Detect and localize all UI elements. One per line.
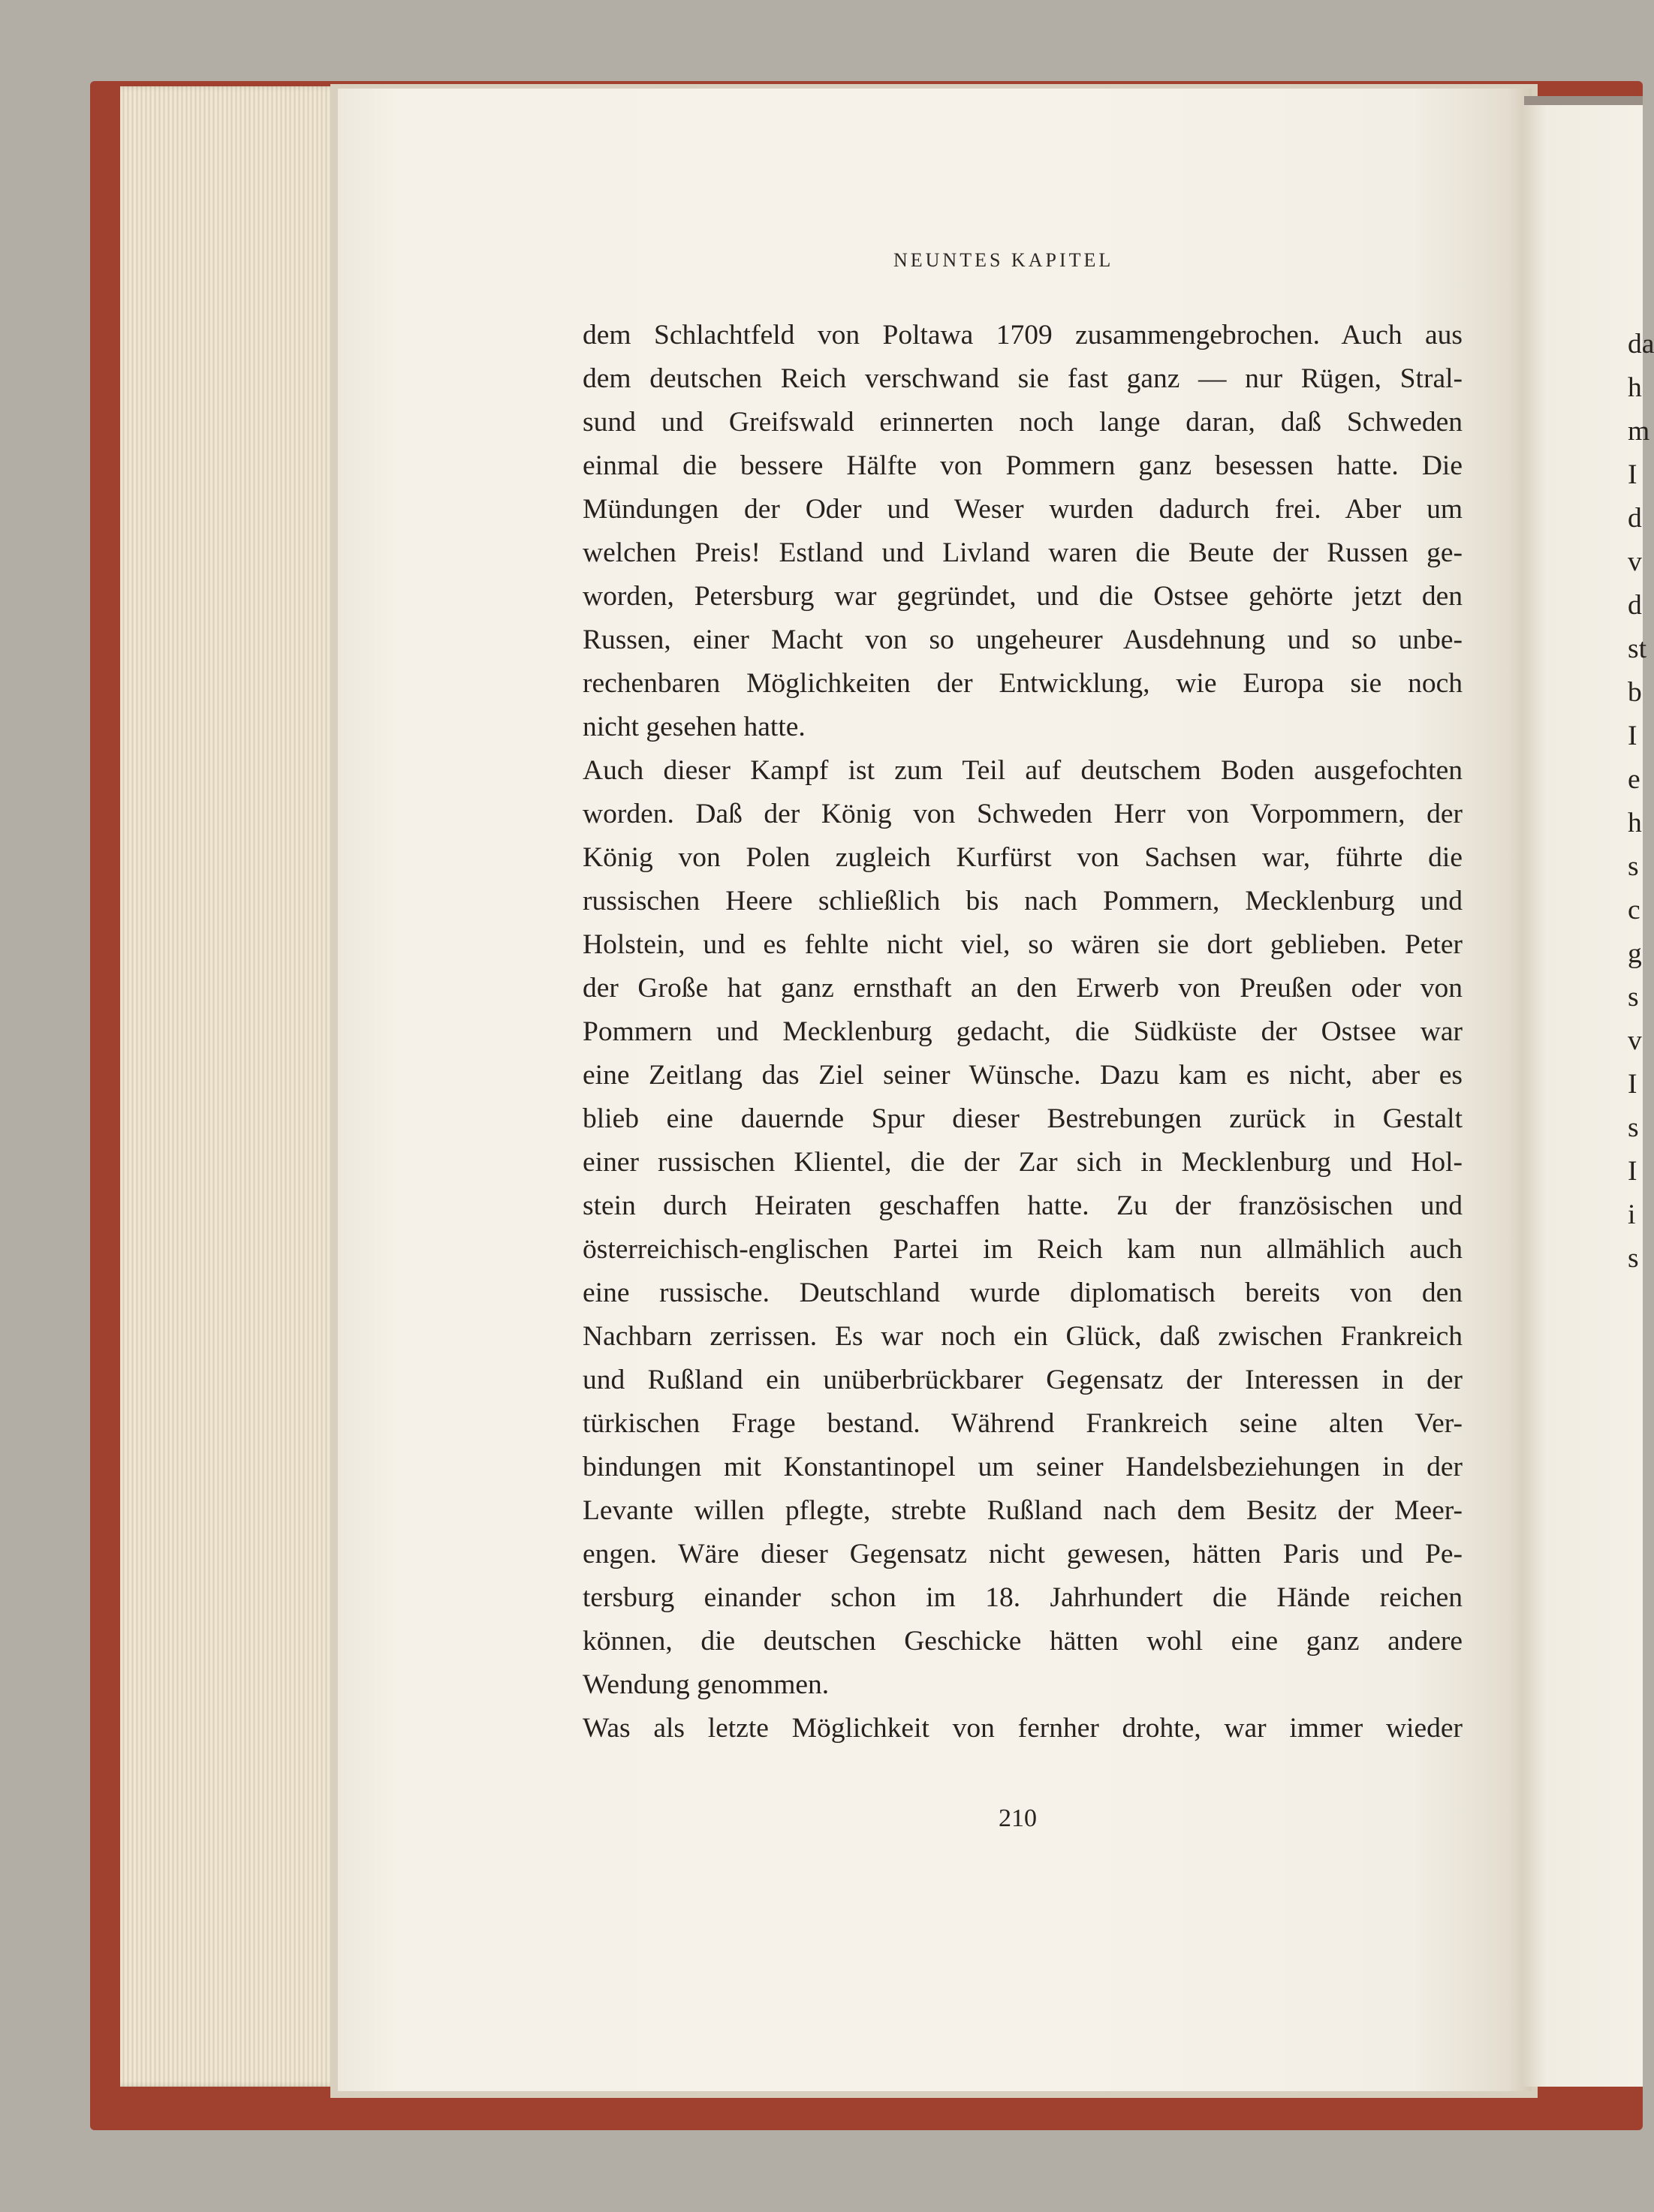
text-line: türkischen Frage bestand. Während Frankreich seine alten Ver- bbox=[583, 1408, 1463, 1439]
next-page-line-fragment: d bbox=[1628, 503, 1642, 534]
text-line: tersburg einander schon im 18. Jahrhundert die Hände reichen bbox=[583, 1582, 1463, 1613]
text-line: bindungen mit Konstantinopel um seiner Handelsbeziehungen in der bbox=[583, 1452, 1463, 1482]
next-page-line-fragment: I bbox=[1628, 1156, 1637, 1187]
text-line: österreichisch-englischen Partei im Reich kam nun allmählich auch bbox=[583, 1234, 1463, 1265]
text-line: eine Zeitlang das Ziel seiner Wünsche. Dazu kam es nicht, aber es bbox=[583, 1060, 1463, 1091]
next-page-line-fragment: v bbox=[1628, 546, 1642, 577]
text-line: dem deutschen Reich verschwand sie fast ganz — nur Rügen, Stral- bbox=[583, 363, 1463, 394]
text-line: nicht gesehen hatte. bbox=[583, 712, 806, 742]
text-line: rechenbaren Möglichkeiten der Entwicklung, wie Europa sie noch bbox=[583, 668, 1463, 699]
text-line: welchen Preis! Estland und Livland waren die Beute der Russen ge- bbox=[583, 537, 1463, 568]
running-head: NEUNTES KAPITEL bbox=[893, 249, 1114, 271]
text-line: einmal die bessere Hälfte von Pommern ganz besessen hatte. Die bbox=[583, 450, 1463, 481]
next-page-line-fragment: c bbox=[1628, 895, 1640, 925]
text-line: Wendung genommen. bbox=[583, 1669, 830, 1700]
next-page-line-fragment: s bbox=[1628, 1243, 1639, 1274]
text-line: engen. Wäre dieser Gegensatz nicht gewesen, hätten Paris und Pe- bbox=[583, 1539, 1463, 1569]
text-line: worden, Petersburg war gegründet, und die Ostsee gehörte jetzt den bbox=[583, 581, 1463, 612]
page-edges bbox=[120, 86, 338, 2087]
text-line: Nachbarn zerrissen. Es war noch ein Glück, daß zwischen Frankreich bbox=[583, 1321, 1463, 1352]
text-line: der Große hat ganz ernsthaft an den Erwerb von Preußen oder von bbox=[583, 973, 1463, 1004]
text-line: König von Polen zugleich Kurfürst von Sachsen war, führte die bbox=[583, 842, 1463, 873]
next-page-line-fragment: I bbox=[1628, 459, 1637, 490]
text-line: russischen Heere schließlich bis nach Pommern, Mecklenburg und bbox=[583, 886, 1463, 916]
body-text bbox=[583, 314, 1463, 1750]
text-line: Holstein, und es fehlte nicht viel, so wären sie dort geblieben. Peter bbox=[583, 929, 1463, 960]
next-page-line-fragment: i bbox=[1628, 1199, 1636, 1230]
next-page-text bbox=[1628, 323, 1654, 1281]
text-line: Mündungen der Oder und Weser wurden dadurch frei. Aber um bbox=[583, 494, 1463, 525]
next-page-line-fragment: e bbox=[1628, 764, 1640, 795]
next-page-line-fragment: v bbox=[1628, 1025, 1642, 1056]
next-page-line-fragment: h bbox=[1628, 372, 1642, 403]
next-page-line-fragment: m bbox=[1628, 416, 1650, 447]
text-line: können, die deutschen Geschicke hätten wohl eine ganz andere bbox=[583, 1626, 1463, 1657]
text-line: eine russische. Deutschland wurde diplomatisch bereits von den bbox=[583, 1278, 1463, 1308]
text-line: stein durch Heiraten geschaffen hatte. Zu der französischen und bbox=[583, 1190, 1463, 1221]
text-line: worden. Daß der König von Schweden Herr von Vorpommern, der bbox=[583, 799, 1463, 829]
text-line: Auch dieser Kampf ist zum Teil auf deutschem Boden ausgefochten bbox=[583, 755, 1463, 786]
next-page-line-fragment: d bbox=[1628, 590, 1642, 621]
next-page-line-fragment: g bbox=[1628, 938, 1642, 969]
next-page-line-fragment: I bbox=[1628, 1069, 1637, 1100]
next-page-line-fragment: s bbox=[1628, 1112, 1639, 1143]
next-page-line-fragment: st bbox=[1628, 634, 1647, 664]
text-line: und Rußland ein unüberbrückbarer Gegensatz der Interessen in der bbox=[583, 1365, 1463, 1395]
text-line: dem Schlachtfeld von Poltawa 1709 zusammengebrochen. Auch aus bbox=[583, 320, 1463, 351]
next-page-line-fragment: b bbox=[1628, 677, 1642, 708]
page-number: 210 bbox=[999, 1804, 1037, 1832]
text-line: Was als letzte Möglichkeit von fernher drohte, war immer wieder bbox=[583, 1713, 1463, 1744]
text-line: sund und Greifswald erinnerten noch lange daran, daß Schweden bbox=[583, 407, 1463, 438]
next-page-line-fragment: I bbox=[1628, 721, 1637, 751]
text-line: Russen, einer Macht von so ungeheurer Ausdehnung und so unbe- bbox=[583, 624, 1463, 655]
next-page-line-fragment: da bbox=[1628, 329, 1654, 360]
next-page-line-fragment: s bbox=[1628, 982, 1639, 1013]
next-page bbox=[1523, 105, 1643, 2087]
next-page-line-fragment: h bbox=[1628, 808, 1642, 838]
text-line: einer russischen Klientel, die der Zar sich in Mecklenburg und Hol- bbox=[583, 1147, 1463, 1178]
text-line: blieb eine dauernde Spur dieser Bestrebungen zurück in Gestalt bbox=[583, 1103, 1463, 1134]
next-page-line-fragment: s bbox=[1628, 851, 1639, 882]
text-line: Pommern und Mecklenburg gedacht, die Südküste der Ostsee war bbox=[583, 1016, 1463, 1047]
text-line: Levante willen pflegte, strebte Rußland nach dem Besitz der Meer- bbox=[583, 1495, 1463, 1526]
